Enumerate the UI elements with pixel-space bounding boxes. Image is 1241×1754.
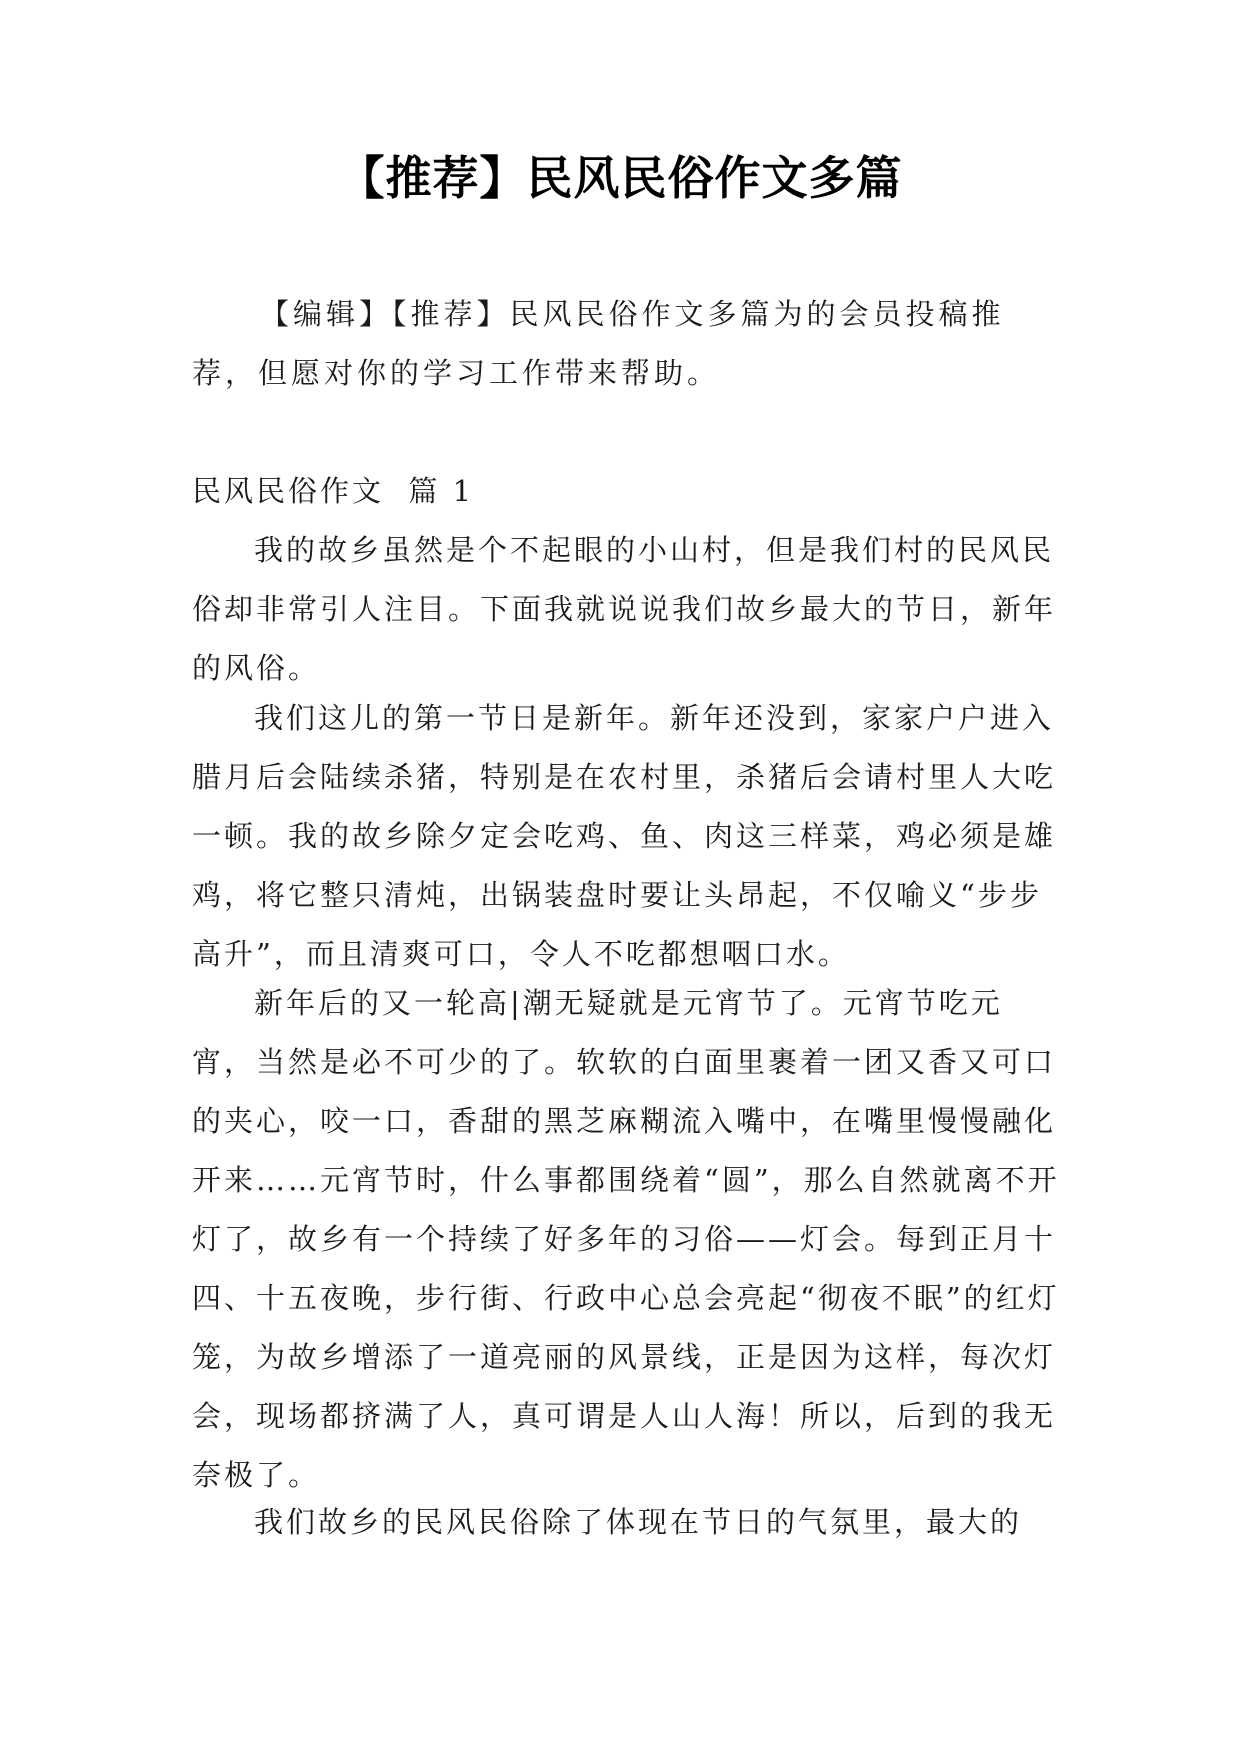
body-paragraph-3: 新年后的又一轮高|潮无疑就是元宵节了。元宵节吃元宵，当然是必不可少的了。软软的白面里裹着一团又香又可口的夹心，咬一口，香甜的黑芝麻糊流入嘴中，在嘴里慢慢融化开来……元宵节时，什么事都围绕着“圆”，那么自然就离不开灯了，故乡有一个持续了好多年的习俗——灯会。每到正月十四、十五夜晚，步行街、行政中心总会亮起“彻夜不眠”的红灯笼，为故乡增添了一道亮丽的风景线，正是因为这样，每次灯会，现场都挤满了人，真可谓是人山人海！所以，后到的我无奈极了。 <box>192 986 1060 1492</box>
section-heading: 民风民俗作文 篇 1 <box>192 474 475 508</box>
body-paragraph-2: 我们这儿的第一节日是新年。新年还没到，家家户户进入腊月后会陆续杀猪，特别是在农村里，杀猪后会请村里人大吃一顿。我的故乡除夕定会吃鸡、鱼、肉这三样菜，鸡必须是雄鸡，将它整只清炖，出锅装盘时要让头昂起，不仅喻义“步步高升”，而且清爽可口，令人不吃都想咽口水。 <box>192 701 1057 971</box>
body-paragraph-1: 我的故乡虽然是个不起眼的小山村，但是我们村的民风民俗却非常引人注目。下面我就说说我们故乡最大的节日，新年的风俗。 <box>192 533 1057 685</box>
document-title: 【推荐】民风民俗作文多篇 <box>338 151 903 205</box>
body-paragraph-4: 我们故乡的民风民俗除了体现在节日的气氛里，最大的 <box>254 1505 1023 1539</box>
intro-paragraph: 【编辑】【推荐】民风民俗作文多篇为的会员投稿推荐，但愿对你的学习工作带来帮助。 <box>192 297 1005 390</box>
